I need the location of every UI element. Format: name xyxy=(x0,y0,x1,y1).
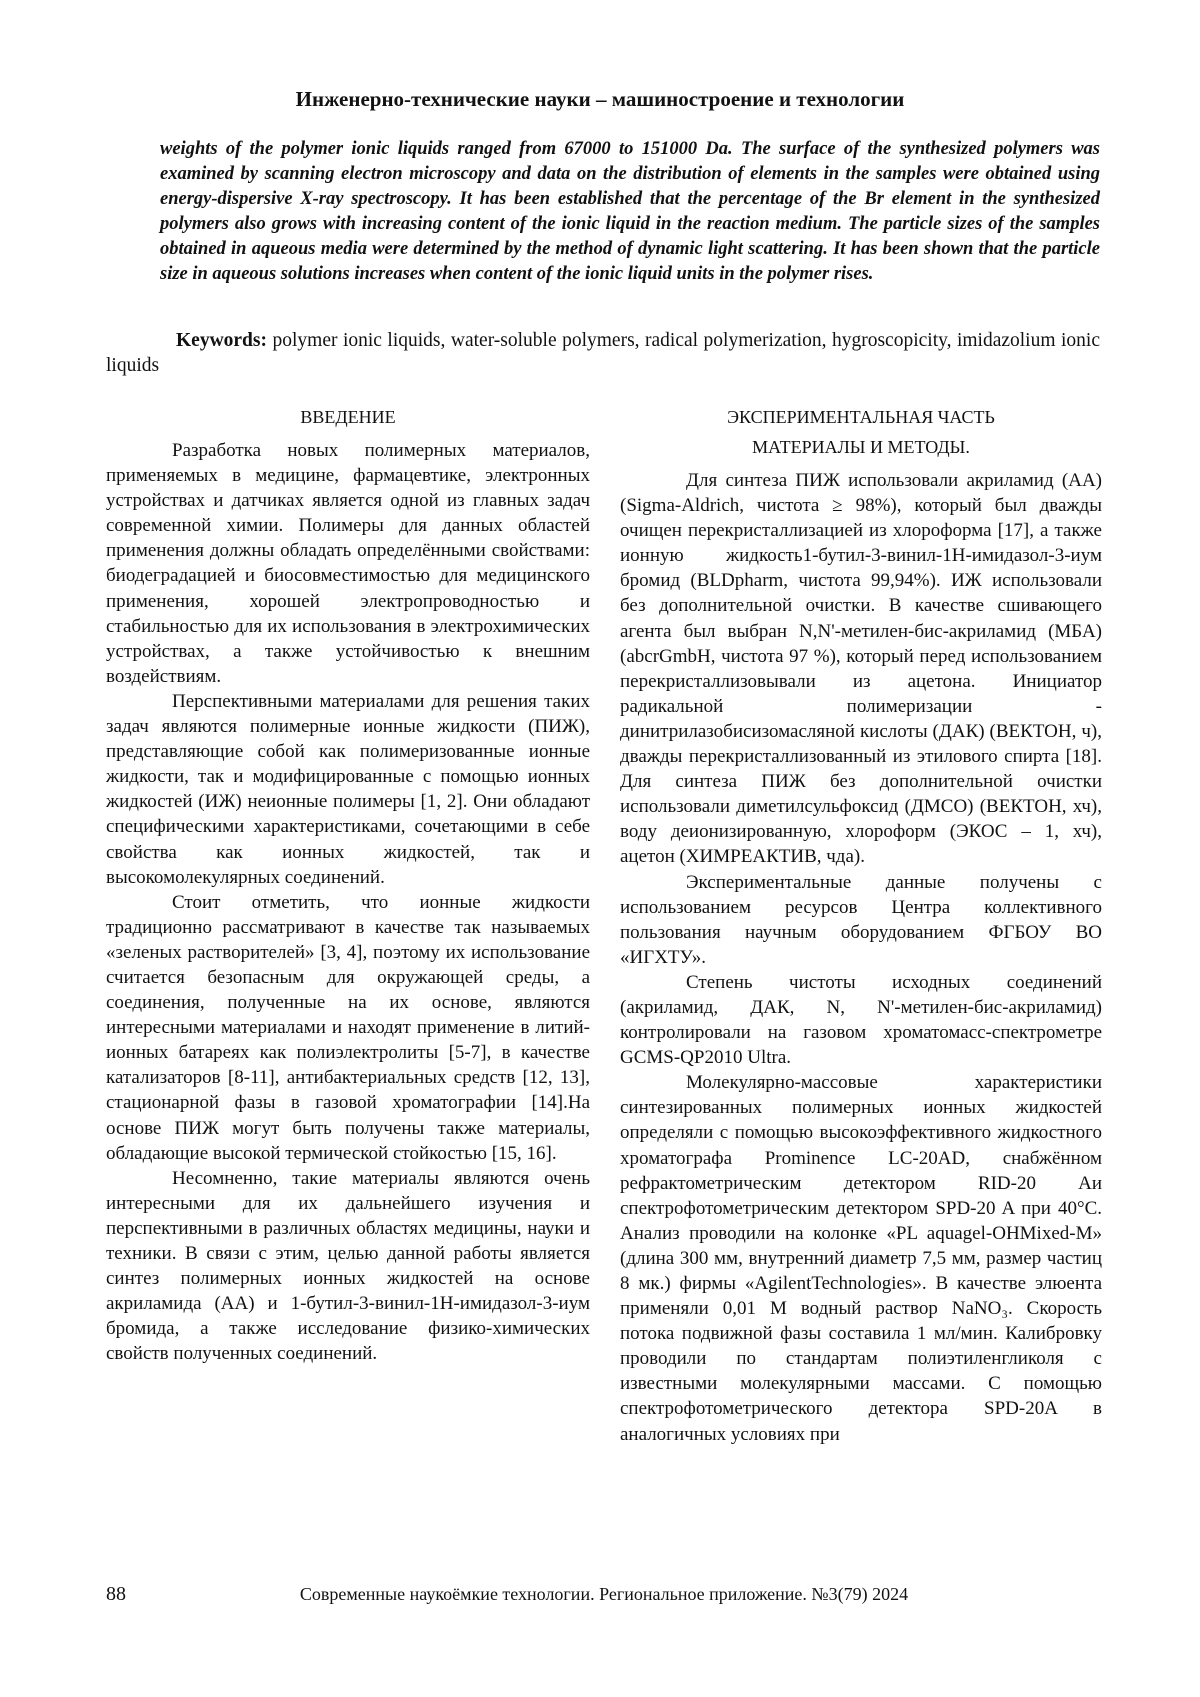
keywords-block xyxy=(106,328,1100,378)
abstract-text: weights of the polymer ionic liquids ranged from 67000 to 151000 Da. The surface of the synthesized polymers was examined by scanning electron microscopy and data on the distribution of elements in the samples were obtained using energy-dispersive X-ray spectroscopy. It has been established that the percentage of the Br element in the synthesized polymers also grows with increasing content of the ionic liquid in the reaction medium. The particle sizes of the samples obtained in aqueous media were determined by the method of dynamic light scattering. It has been shown that the particle size in aqueous solutions increases when content of the ionic liquid units in the polymer rises. xyxy=(160,139,1100,284)
paragraph: Разработка новых полимерных материалов, применяемых в медицине, фармацевтике, электронных устройствах и датчиках является одной из главных задач современной химии. Полимеры для данных областей применения должны обладать определёнными свойствами: биодеградацией и биосовместимостью для медицинского применения, хорошей электропроводностью и стабильностью для их использования в электрохимических устройствах, а также устойчивостью к внешним воздействиям. xyxy=(106,440,590,687)
paragraph: Стоит отметить, что ионные жидкости традиционно рассматривают в качестве так называемых «зеленых растворителей» [3, 4], поэтому их использование считается безопасным для окружающей среды, а соединения, полученные на их основе, являются интересными материалами и находят применение в литий-ионных батареях как полиэлектролиты [5-7], в качестве катализаторов [8-11], антибактериальных средств [12, 13], стационарной фазы в газовой хроматографии [14].На основе ПИЖ могут быть получены также материалы, обладающие высокой термической стойкостью [15, 16]. xyxy=(106,891,590,1164)
paragraph: Молекулярно-массовые характеристики синтезированных полимерных ионных жидкостей определяли с помощью высокоэффективного жидкостного хроматографа Prominence LC-20AD, снабжённом рефрактометрическим детектором RID-20 Аи спектрофотометрическим детектором SPD-20 A при 40°C. Анализ проводили на колонке «PL aquagel-OHMixed-M» (длина 300 мм, внутренний диаметр 7,5 мм, размер частиц 8 мк.) фирмы «AgilentTechnologies». В качестве элюента применяли 0,01 М водный раствор NaNO₃. Скорость потока подвижной фазы составила 1 мл/мин. Калибровку проводили по стандартам полиэтиленгликоля с известными молекулярными массами. С помощью спектрофотометрического детектора SPD-20A в аналогичных условиях при xyxy=(620,1072,1102,1445)
paragraph: Экспериментальные данные получены с использованием ресурсов Центра коллективного пользования научным оборудованием ФГБОУ ВО «ИГХТУ». xyxy=(620,871,1102,968)
journal-citation: Современные наукоёмкие технологии. Региональное приложение. №3(79) 2024 xyxy=(299,1584,909,1604)
paragraph: Степень чистоты исходных соединений (акриламид, ДАК, N, N'-метилен-бис-акриламид) контролировали на газовом хроматомасс-спектрометре GCMS-QP2010 Ultra. xyxy=(620,971,1102,1069)
keywords-label: Keywords: xyxy=(176,330,267,351)
right-column xyxy=(620,405,1102,1447)
section-heading-introduction: ВВЕДЕНИЕ xyxy=(300,407,396,427)
section-heading-experimental: ЭКСПЕРИМЕНТАЛЬНАЯ ЧАСТЬ xyxy=(727,407,995,427)
running-title: Инженерно-технические науки – машиностроение и технологии xyxy=(295,87,905,111)
paragraph: Для синтеза ПИЖ использовали акриламид (АА) (Sigma-Aldrich, чистота ≥ 98%), который был дважды очищен перекристаллизацией из хлороформа [17], а также ионную жидкость1-бутил-3-винил-1Н-имидазол-3-иум бромид (BLDpharm, чистота 99,94%). ИЖ использовали без дополнительной очистки. В качестве сшивающего агента был выбран N,N'-метилен-бис-акриламид (МБА) (abcrGmbH, чистота 97 %), который перед использованием перекристаллизовывали из ацетона. Инициатор радикальной полимеризации - динитрилазобисизомасляной кислоты (ДАК) (ВЕКТОН, ч), дважды перекристаллизованный из этилового спирта [18]. Для синтеза ПИЖ без дополнительной очистки использовали диметилсульфоксид (ДМСО) (ВЕКТОН, хч), воду деионизированную, хлороформ (ЭКОС – 1, хч), ацетон (ХИМРЕАКТИВ, чда). xyxy=(620,470,1102,868)
keywords-text: polymer ionic liquids, water-soluble polymers, radical polymerization, hygroscopicity, imidazolium ionic liquids xyxy=(106,330,1100,376)
left-column xyxy=(106,405,590,1366)
subsection-heading-materials: МАТЕРИАЛЫ И МЕТОДЫ. xyxy=(752,437,970,457)
paragraph: Перспективными материалами для решения таких задач являются полимерные ионные жидкости (ПИЖ), представляющие собой как полимеризованные ионные жидкости, так и модифицированные с помощью ионных жидкостей (ИЖ) неионные полимеры [1, 2]. Они обладают специфическими характеристиками, сочетающими в себе свойства как ионных жидкостей, так и высокомолекулярных соединений. xyxy=(106,690,590,888)
page-number: 88 xyxy=(106,1583,126,1605)
paragraph: Несомненно, такие материалы являются очень интересными для их дальнейшего изучения и перспективными в различных областях медицины, науки и техники. В связи с этим, целью данной работы является синтез полимерных ионных жидкостей на основе акриламида (АА) и 1-бутил-3-винил-1Н-имидазол-3-иум бромида, а также исследование физико-химических свойств полученных соединений. xyxy=(106,1167,590,1365)
